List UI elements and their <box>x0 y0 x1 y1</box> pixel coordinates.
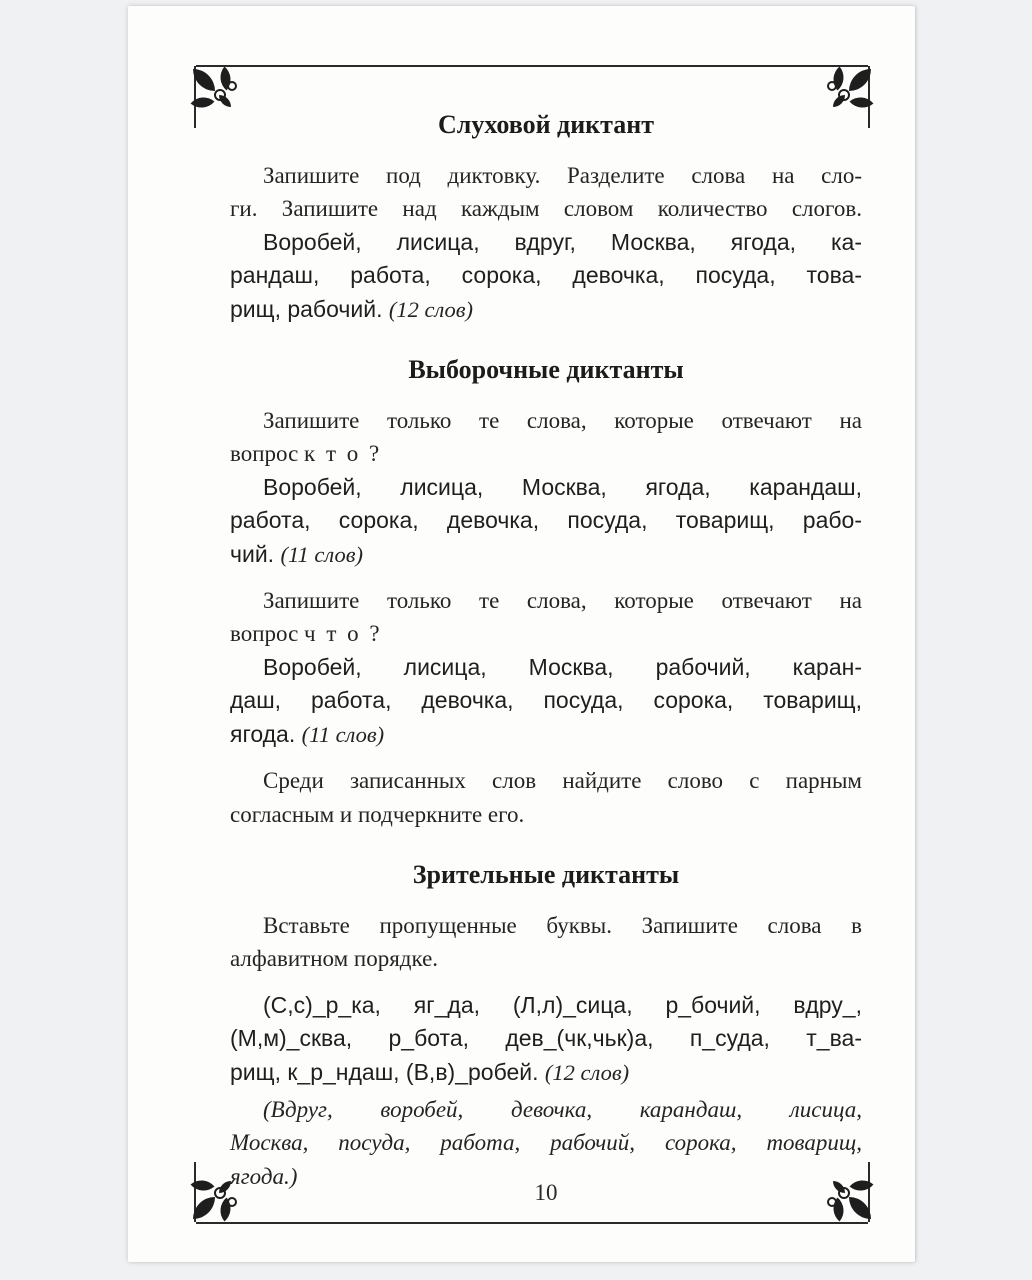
word-count-label: (11 слов) <box>280 541 363 567</box>
text-line <box>230 538 862 571</box>
text-line: алфавитном порядке. <box>230 946 439 972</box>
text-line: ги. Запишите над каждым словом количество слогов. <box>230 196 862 222</box>
section-heading: Выборочные диктанты <box>408 355 684 385</box>
text-line <box>230 437 862 470</box>
book-page <box>128 6 915 1262</box>
paragraph <box>230 909 862 976</box>
paragraph <box>230 989 862 1089</box>
paragraph <box>230 404 862 471</box>
text-line: Среди записанных слов найдите слово с парным <box>263 768 862 794</box>
text-segment: вопрос <box>230 441 305 467</box>
paragraph <box>230 471 862 571</box>
text-line: Запишите под диктовку. Разделите слова на сло- <box>263 163 862 188</box>
page-content <box>230 6 862 1193</box>
paragraph <box>230 226 862 326</box>
page-number: 10 <box>534 1180 558 1205</box>
text-line: согласным и подчеркните его. <box>230 801 525 827</box>
word-count-label: (12 слов) <box>544 1059 630 1085</box>
text-line: Вставьте пропущенные буквы. Запишите слова в <box>263 912 862 938</box>
text-line: работа, сорока, девочка, посуда, товарищ, рабо- <box>230 507 862 534</box>
text-segment: рищ, к_р_ндаш, (В,в)_робей. <box>230 1058 545 1085</box>
text-segment: рищ, рабочий. <box>230 295 389 322</box>
text-segment: вопрос <box>230 621 305 647</box>
paragraph <box>230 651 862 751</box>
text-line: ягода.) <box>230 1163 298 1189</box>
text-line: (М,м)_сква, р_бота, дев_(чк,чьк)а, п_суда, т_ва- <box>230 1025 862 1052</box>
text-line: (Вдруг, воробей, девочка, карандаш, лисица, <box>263 1096 862 1122</box>
paragraph <box>230 159 862 226</box>
paragraph <box>230 584 862 651</box>
text-line: Запишите только те слова, которые отвечают на <box>263 588 862 614</box>
text-line: Воробей, лисица, Москва, ягода, карандаш, <box>263 473 862 500</box>
spaced-word: к т о ? <box>304 441 382 467</box>
section-heading: Зрительные диктанты <box>412 859 680 889</box>
paragraph <box>230 764 862 831</box>
section-heading: Слуховой диктант <box>437 110 655 139</box>
text-segment: чий. <box>230 540 281 567</box>
text-line: Воробей, лисица, Москва, рабочий, каран- <box>263 653 862 680</box>
text-line: Москва, посуда, работа, рабочий, сорока, товарищ, <box>230 1130 862 1156</box>
text-line: (С,с)_р_ка, яг_да, (Л,л)_сица, р_бочий, вдру_, <box>263 991 862 1018</box>
text-segment: ягода. <box>230 720 302 747</box>
spaced-word: ч т о ? <box>304 621 383 647</box>
text-line <box>230 718 862 751</box>
text-line: рандаш, работа, сорока, девочка, посуда, това- <box>230 262 862 289</box>
text-line: даш, работа, девочка, посуда, сорока, товарищ, <box>230 687 862 714</box>
text-line <box>230 293 862 326</box>
paragraph <box>230 1093 862 1193</box>
frame-bottom-line <box>196 1222 868 1224</box>
word-count-label: (11 слов) <box>301 721 385 747</box>
text-line: Воробей, лисица, вдруг, Москва, ягода, ка- <box>263 228 862 255</box>
text-line: Запишите только те слова, которые отвечают на <box>263 408 862 434</box>
text-line <box>230 617 862 650</box>
word-count-label: (12 слов) <box>388 296 474 322</box>
text-line <box>230 1056 862 1089</box>
